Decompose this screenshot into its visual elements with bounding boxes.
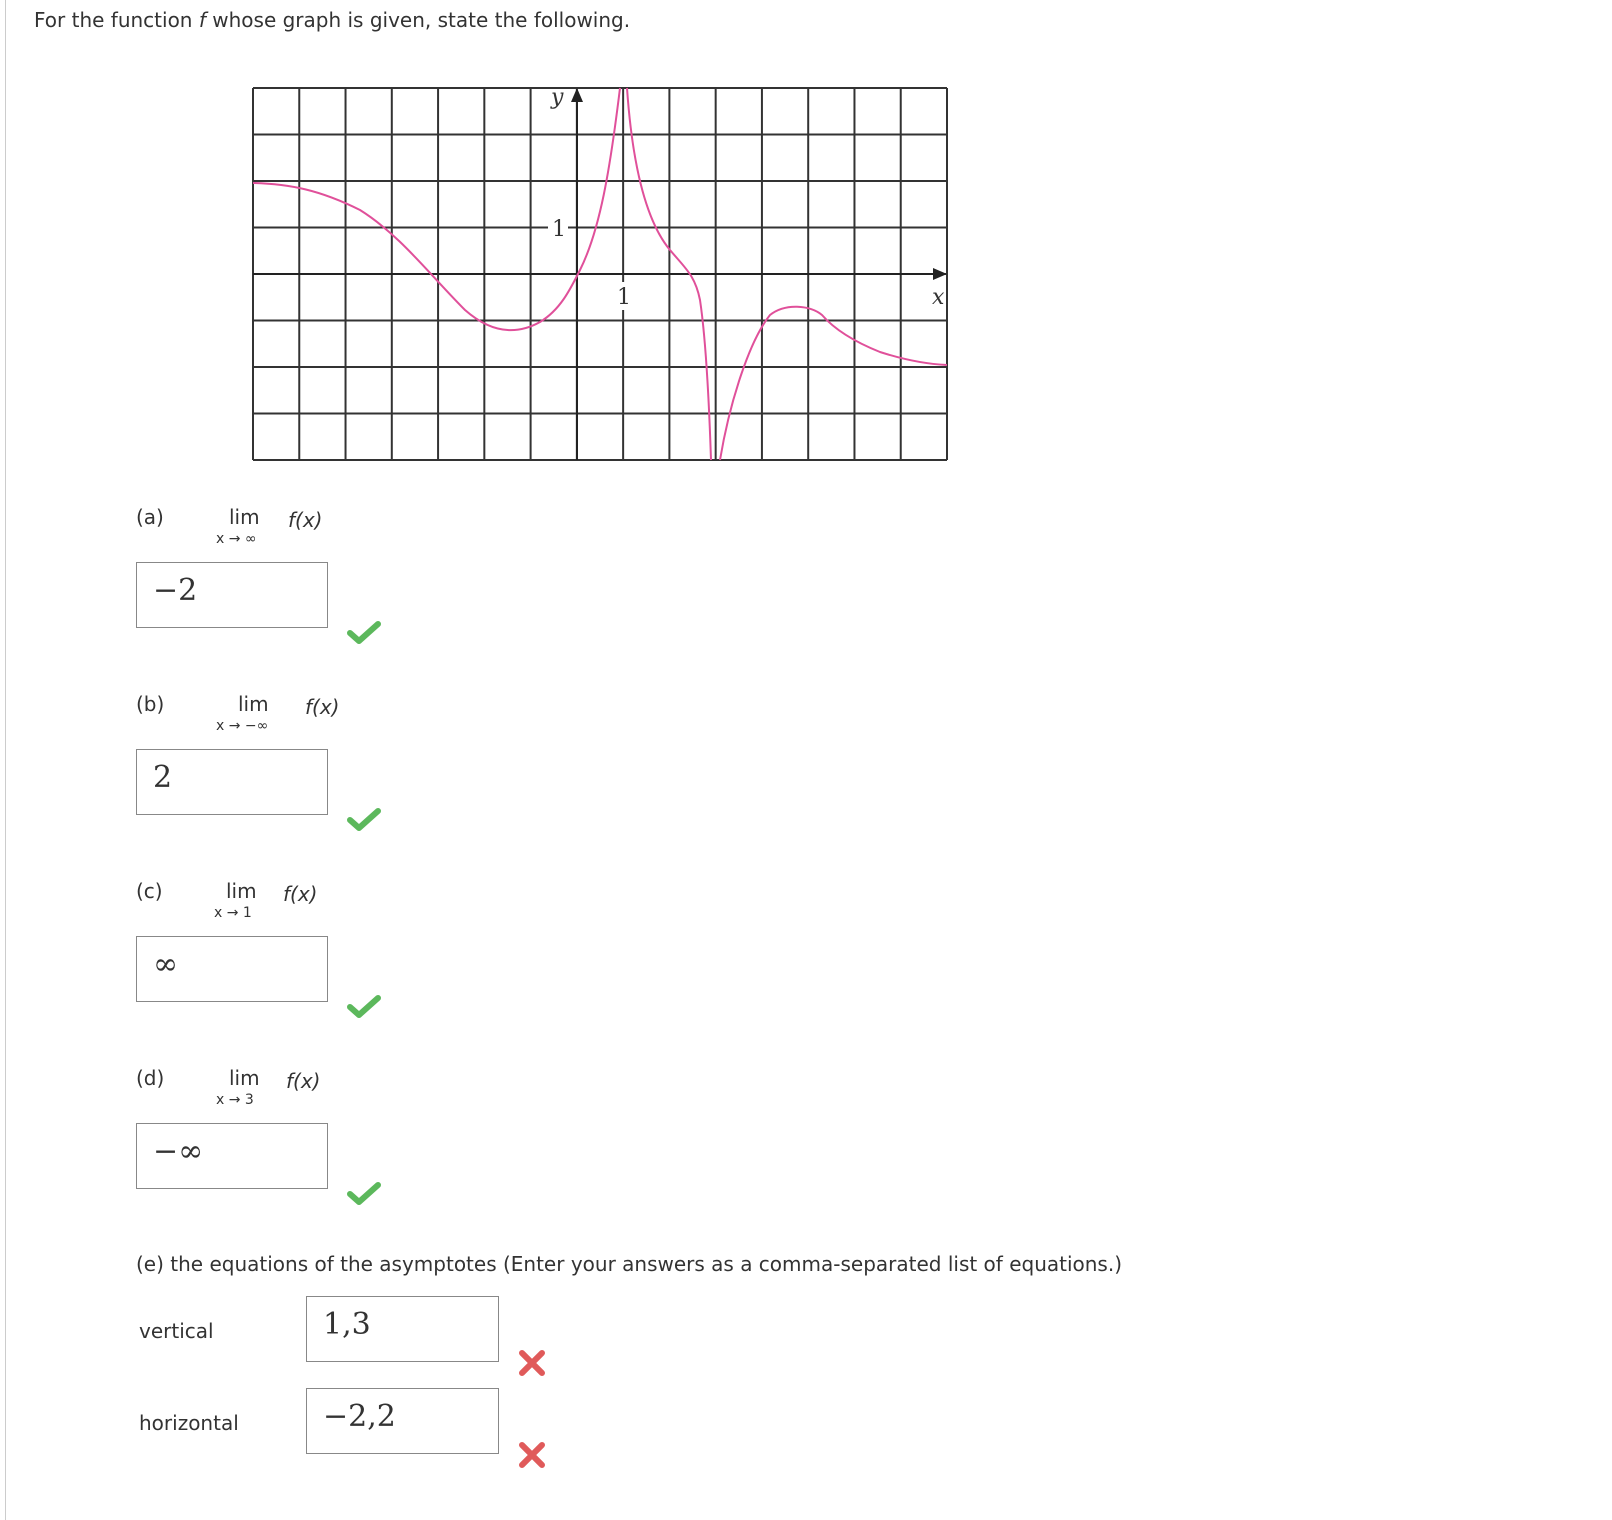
horizontal-answer-input[interactable]: −2,2 xyxy=(306,1388,499,1454)
answer-input[interactable]: −2 xyxy=(136,562,328,628)
part-label: (d) xyxy=(136,1066,165,1090)
lim-subscript: x → 3 xyxy=(216,1092,254,1108)
function-graph xyxy=(248,84,958,469)
correct-check-icon xyxy=(347,994,381,1020)
y-tick-label: 1 xyxy=(552,217,566,242)
correct-check-icon xyxy=(347,620,381,646)
x-axis-label: x xyxy=(932,285,945,310)
lim-subscript: x → ∞ xyxy=(216,531,257,547)
function-expression: f(x) xyxy=(286,1069,321,1093)
lim-text: lim xyxy=(229,1066,260,1090)
answer-input[interactable]: −∞ xyxy=(136,1123,328,1189)
part-label: (c) xyxy=(136,879,163,903)
lim-subscript: x → −∞ xyxy=(216,718,269,734)
function-expression: f(x) xyxy=(305,695,340,719)
part-e-text: (e) the equations of the asymptotes (Enter your answers as a comma-separated list of equations.) xyxy=(136,1252,1123,1276)
lim-text: lim xyxy=(238,692,269,716)
function-expression: f(x) xyxy=(288,508,323,532)
answer-input[interactable]: 2 xyxy=(136,749,328,815)
curve-left-branch xyxy=(253,88,620,330)
x-tick-label: 1 xyxy=(617,285,631,310)
y-axis-label: y xyxy=(551,85,564,110)
horizontal-label: horizontal xyxy=(139,1411,239,1435)
incorrect-x-icon xyxy=(517,1440,547,1470)
answer-input[interactable]: ∞ xyxy=(136,936,328,1002)
vertical-label: vertical xyxy=(139,1319,214,1343)
curve-right-branch xyxy=(720,307,947,460)
lim-text: lim xyxy=(226,879,257,903)
left-border xyxy=(5,0,6,1520)
correct-check-icon xyxy=(347,1181,381,1207)
question-text: For the function f whose graph is given, state the following. xyxy=(34,8,631,32)
part-label: (b) xyxy=(136,692,165,716)
lim-text: lim xyxy=(229,505,260,529)
correct-check-icon xyxy=(347,807,381,833)
x-axis xyxy=(253,268,947,280)
part-label: (a) xyxy=(136,505,164,529)
vertical-answer-input[interactable]: 1,3 xyxy=(306,1296,499,1362)
incorrect-x-icon xyxy=(517,1348,547,1378)
lim-subscript: x → 1 xyxy=(214,905,252,921)
function-expression: f(x) xyxy=(283,882,318,906)
